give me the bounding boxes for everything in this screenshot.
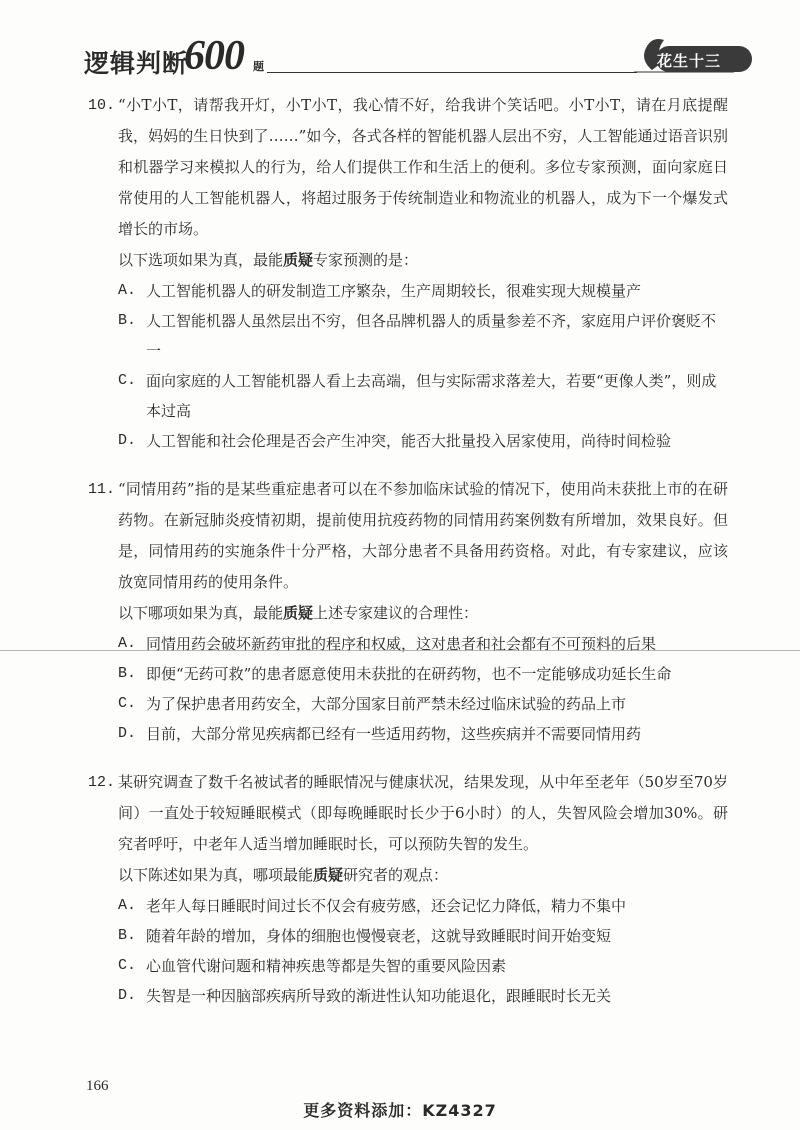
question-10 [88, 90, 728, 456]
option-c: C. 面向家庭的人工智能机器人看上去高端，但与实际需求落差大，若要“更像人类”，则成本过高 [118, 372, 717, 420]
question-stem: 某研究调查了数千名被试者的睡眠情况与健康状况，结果发现，从中年至老年（50岁至70岁间）一直处于较短睡眠模式（即每晚睡眠时长少于6小时）的人，失智风险会增加30%。研究者呼吁，中老年人适当增加睡眠时长，可以预防失智的发生。 [118, 773, 728, 853]
book-title-suffix: 题 [253, 60, 264, 73]
question-number: 10. [88, 97, 116, 114]
page-number: 166 [86, 1078, 109, 1094]
header-rule [267, 72, 637, 73]
question-11 [88, 474, 728, 749]
question-prompt: 以下哪项如果为真，最能质疑上述专家建议的合理性： [118, 604, 479, 622]
footer-note: 更多资料添加：KZ4327 [303, 1101, 497, 1120]
option-a: A. 同情用药会破坏新药审批的程序和权威，这对患者和社会都有不可预料的后果 [118, 635, 657, 653]
question-prompt: 以下陈述如果为真，哪项最能质疑研究者的观点： [118, 866, 449, 884]
question-stem: “小T小T，请帮我开灯，小T小T，我心情不好，给我讲个笑话吧。小T小T，请在月底提醒我，妈妈的生日快到了……”如今，各式各样的智能机器人层出不穷，人工智能通过语音识别和机器学习来模拟人的行为，给人们提供工作和生活上的便利。多位专家预测，面向家庭日常使用的人工智能机器人，将超过服务于传统制造业和物流业的机器人，成为下一个爆发式增长的市场。 [118, 96, 728, 238]
option-c: C. 为了保护患者用药安全，大部分国家目前严禁未经过临床试验的药品上市 [118, 695, 627, 713]
option-b: B. 人工智能机器人虽然层出不穷，但各品牌机器人的质量参差不齐，家庭用户评价褒贬不一 [118, 312, 717, 360]
option-d: D. 目前，大部分常见疾病都已经有一些适用药物，这些疾病并不需要同情用药 [118, 725, 642, 743]
option-b: B. 随着年龄的增加，身体的细胞也慢慢衰老，这就导致睡眠时间开始变短 [118, 927, 612, 945]
option-a: A. 老年人每日睡眠时间过长不仅会有疲劳感，还会记忆力降低，精力不集中 [118, 897, 627, 915]
book-title-number: 600 [184, 33, 244, 79]
question-number: 12. [88, 774, 116, 791]
option-d: D. 失智是一种因脑部疾病所导致的渐进性认知功能退化，跟睡眠时长无关 [118, 987, 612, 1005]
question-12 [88, 767, 728, 1011]
question-number: 11. [88, 481, 116, 498]
scan-artifact-line [0, 650, 800, 651]
option-d: D. 人工智能和社会伦理是否会产生冲突，能否大批量投入居家使用，尚待时间检验 [118, 432, 672, 450]
question-list [88, 90, 728, 1029]
book-title: 逻辑判断 [84, 49, 189, 78]
question-prompt: 以下选项如果为真，最能质疑专家预测的是： [118, 251, 419, 269]
option-c: C. 心血管代谢问题和精神疾患等都是失智的重要风险因素 [118, 957, 507, 975]
logo-text: 花生十三 [657, 52, 722, 70]
page-header [72, 30, 752, 80]
question-stem: “同情用药”指的是某些重症患者可以在不参加临床试验的情况下，使用尚未获批上市的在研药物。在新冠肺炎疫情初期，提前使用抗疫药物的同情用药案例数有所增加，效果良好。但是，同情用药的实施条件十分严格，大部分患者不具备用药资格。对此，有专家建议，应该放宽同情用药的使用条件。 [118, 480, 728, 591]
option-a: A. 人工智能机器人的研发制造工序繁杂，生产周期较长，很难实现大规模量产 [118, 282, 642, 300]
option-b: B. 即便“无药可救”的患者愿意使用未获批的在研药物，也不一定能够成功延长生命 [118, 665, 672, 683]
